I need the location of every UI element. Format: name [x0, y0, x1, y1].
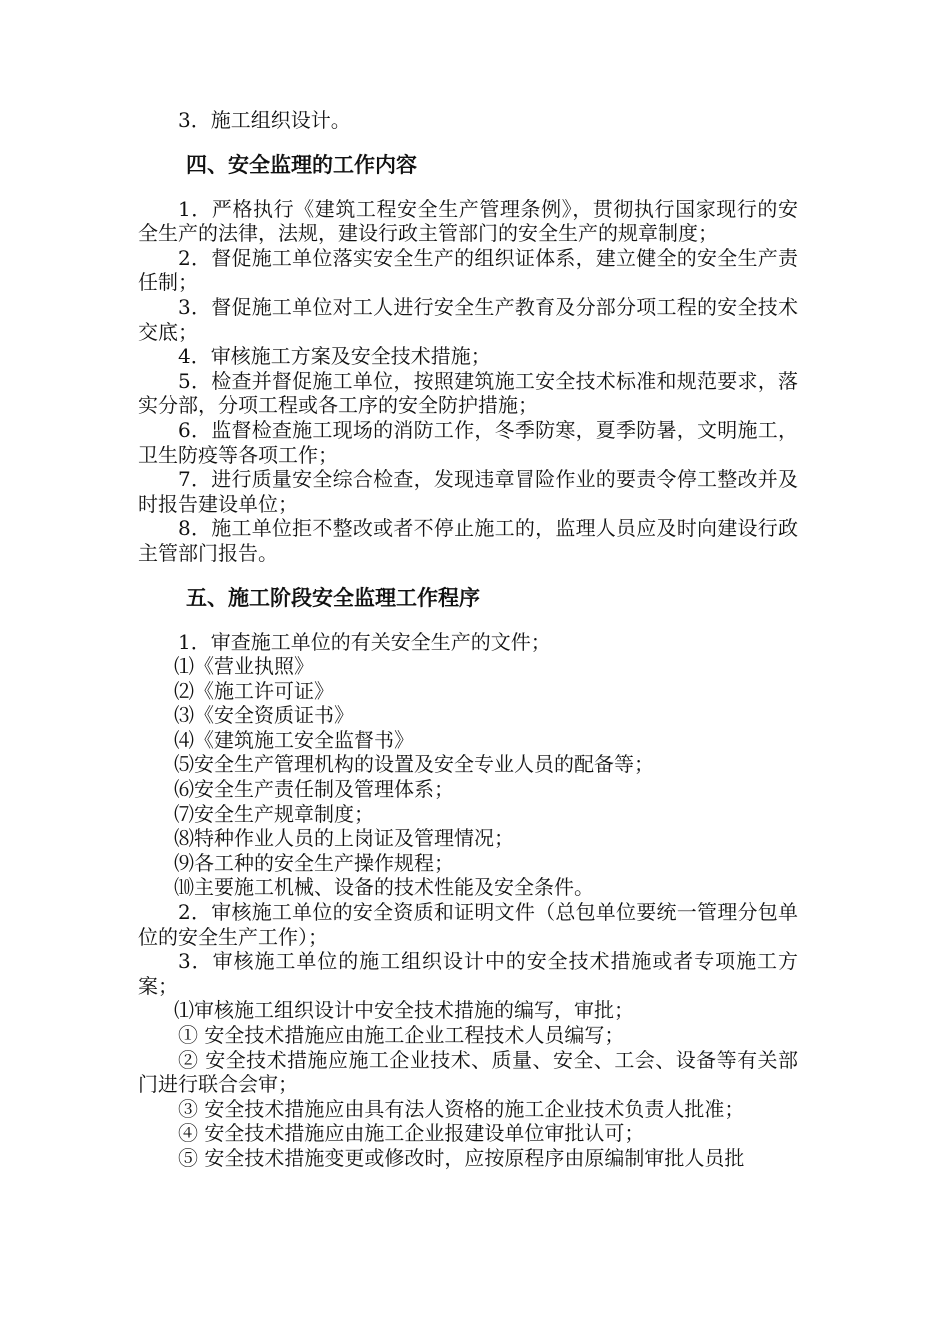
- section4-item-6: 6．监督检查施工现场的消防工作，冬季防寒，夏季防暑，文明施工，卫生防疫等各项工作；: [138, 417, 798, 467]
- section5-heading: 五、施工阶段安全监理工作程序: [186, 585, 480, 610]
- circled-item-4: ④ 安全技术措施应由施工企业报建设单位审批认可；: [178, 1121, 645, 1146]
- section5-subitem-1: ⑴审核施工组织设计中安全技术措施的编写，审批；: [174, 998, 634, 1023]
- section4-item-3: 3．督促施工单位对工人进行安全生产教育及分部分项工程的安全技术交底；: [138, 294, 798, 344]
- circled-item-3: ③ 安全技术措施应由具有法人资格的施工企业技术负责人批准；: [178, 1096, 745, 1121]
- required-doc-6: ⑹安全生产责任制及管理体系；: [174, 777, 454, 802]
- required-doc-3: ⑶《安全资质证书》: [174, 703, 354, 728]
- section5-item-3: 3．审核施工单位的施工组织设计中的安全技术措施或者专项施工方案；: [138, 949, 798, 998]
- section4-item-2: 2．督促施工单位落实安全生产的组织证体系，建立健全的安全生产责任制；: [138, 245, 798, 295]
- section4-item-7: 7．进行质量安全综合检查，发现违章冒险作业的要责令停工整改并及时报告建设单位；: [138, 467, 798, 516]
- section4-item-1: 1．严格执行《建筑工程安全生产管理条例》，贯彻执行国家现行的安全生产的法律，法规，建设行政主管部门的安全生产的规章制度；: [138, 196, 798, 246]
- circled-item-2: ② 安全技术措施应施工企业技术、质量、安全、工会、设备等有关部门进行联合会审；: [138, 1047, 798, 1097]
- required-doc-4: ⑷《建筑施工安全监督书》: [174, 727, 414, 752]
- circled-item-1: ① 安全技术措施应由施工企业工程技术人员编写；: [178, 1023, 625, 1047]
- required-doc-9: ⑼各工种的安全生产操作规程；: [174, 850, 454, 875]
- required-doc-10: ⑽主要施工机械、设备的技术性能及安全条件。: [174, 875, 594, 900]
- section4-item-5: 5．检查并督促施工单位，按照建筑施工安全技术标准和规范要求，落实分部，分项工程或各工序的安全防护措施；: [138, 368, 798, 418]
- section5-item-2: 2．审核施工单位的安全资质和证明文件（总包单位要统一管理分包单位的安全生产工作）；: [138, 900, 798, 949]
- section4-item-8: 8．施工单位拒不整改或者不停止施工的，监理人员应及时向建设行政主管部门报告。: [138, 516, 798, 565]
- required-doc-2: ⑵《施工许可证》: [174, 678, 334, 703]
- circled-item-5: ⑤ 安全技术措施变更或修改时，应按原程序由原编制审批人员批: [178, 1145, 745, 1170]
- intro-item: 3．施工组织设计。: [178, 108, 351, 132]
- required-doc-8: ⑻特种作业人员的上岗证及管理情况；: [174, 826, 514, 851]
- required-doc-1: ⑴《营业执照》: [174, 654, 314, 679]
- section4-item-4: 4．审核施工方案及安全技术措施；: [178, 344, 491, 369]
- required-doc-7: ⑺安全生产规章制度；: [174, 801, 374, 826]
- required-doc-5: ⑸安全生产管理机构的设置及安全专业人员的配备等；: [174, 752, 654, 777]
- section5-item-1: 1．审查施工单位的有关安全生产的文件；: [178, 629, 551, 654]
- document-body: [138, 108, 798, 1171]
- section4-heading: 四、安全监理的工作内容: [186, 152, 417, 177]
